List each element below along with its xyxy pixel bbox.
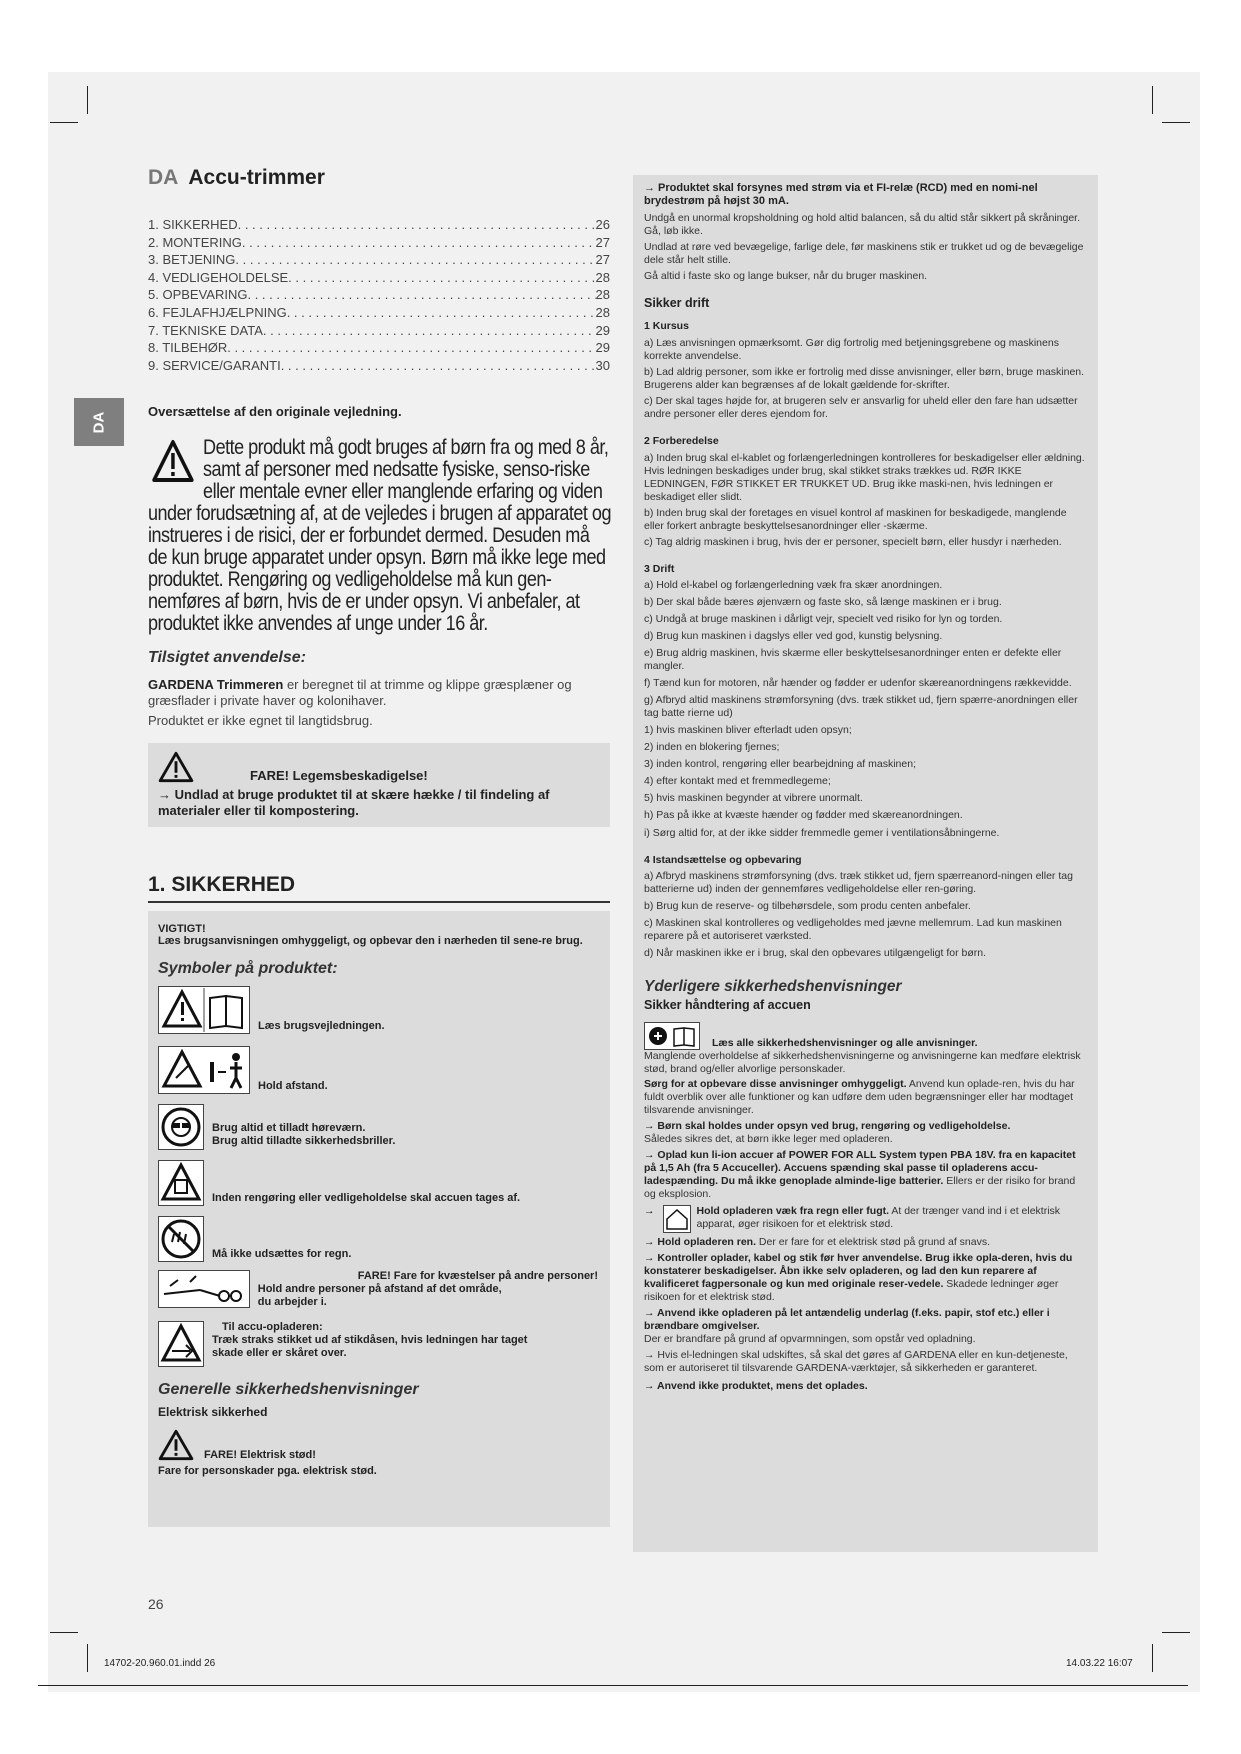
read-manual-icon [158,986,250,1034]
danger-box [148,743,610,827]
symbols-heading: Symboler på produktet: [158,960,338,978]
title-language: DA [148,166,179,189]
right-column: → Produktet skal forsynes med strøm via et FI-relæ (RCD) med en nomi-nel brydestrøm på højst 30 mA. Undgå en unormal kropsholdning og hold altid balancen, så du altid står sikkert på skråninger. Gå, løb ikke. Undlad at røre ved bevægelige, farlige dele, før maskinens stik er trukket ud og de bevægelige dele står helt stille. Gå altid i faste sko og lange bukser, når du bruger maskinen. Sikker drift 1 Kursus a) Læs anvisningen opmærksomt. Gør dig fortrolig med betjeningsgrebene og maskinens korrekte anvendelse. b) Lad aldrig personer, som ikke er fortrolig med disse anvisninger, eller børn, bruge maskinen. Brugerens alder kan begrænses af de lokalt gældende for-skrifter. c) Der skal tages højde for, at brugeren selv er ansvarlig for uheld eller den fare han udsætter andre personer eller deres ejendom for. 2 Forberedelse a) Inden brug skal el-kablet og forlængerledningen kontrolleres for beskadigelser eller ældning. Hvis ledningen beskadiges under brug, skal stikket straks trækkes ud. RØR IKKE LEDNINGEN, FØR STIKKET ER TRUKKET UD. Brug ikke maski-nen, hvis ledningen er beskadiget eller slidt. b) Inden brug skal der foretages en visuel kontrol af maskinen for beskadigede, manglende eller forkert anbragte beskyttelsesanordninger eller -skærme. c) Tag aldrig maskinen i brug, hvis der er personer, specielt børn, eller husdyr i nærheden. 3 Drift a) Hold el-kabel og forlængerledning væk fra skær anordningen. b) Der skal både bæres øjenværn og faste sko, så længe maskinen er i brug. c) Undgå at bruge maskinen i dårligt vejr, specielt ved risiko for lyn og torden. d) Brug kun maskinen i dagslys eller ved god, kunstig belysning. e) Brug aldrig maskinen, hvis skærme eller beskyttelsesanordninger enten er defekte eller mangler. f) Tænd kun for motoren, når hænder og fødder er udenfor skæreanordningens rækkevidde. g) Afbryd altid maskinens strømforsyning (dvs. træk stikket ud, fjern spærre-anordningen eller tag batte rierne ud) 1) hvis maskinen bliver efterladt uden opsyn; 2) inden en blokering fjernes; 3) inden kontrol, rengøring eller bearbejdning af maskinen; 4) efter kontakt med et fremmedlegeme; 5) hvis maskinen begynder at vibrere unormalt. h) Pas på ikke at kvæste hænder og fødder med skæreanordningen. i) Sørg altid for, at der ikke sidder fremmedle gemer i ventilationsåbningerne. 4 Istandsættelse og opbevaring a) Afbryd maskinens strømforsyning (dvs. træk stikket ud, fjern spærreanord-ningen eller tag batterierne ud) inden der gennemføres vedligeholdelse eller ren-gøring. b) Brug kun de reserve- og tilbehørsdele, som produ centen anbefaler. c) Maskinen skal kontrolleres og vedligeholdes med jævne mellemrum. Lad kun maskinen reparere på et autoriseret værksted. d) Når maskinen ikke er i brug, skal den opbevares utilgængeligt for børn. Yderligere sikkerhedshenvisninger Sikker håndtering af accuen Læs alle sikkerhedshenvisninger og alle anvisninger. Manglende overholdelse af sikkerhedshenvisningerne og anvisningerne kan medføre elektrisk stød, brand og/eller alvorlige personskader. Sørg for at opbevare disse anvisninger omhyggeligt. Anvend kun oplade-ren, hvis du har fuldt overblik over alle funktioner og kan udføre dem uden begrænsninger eller har modtaget tilsvarende anvisninger. → Børn skal holdes under opsyn ved brug, rengøring og vedligeholdelse. Således sikres det, at børn ikke leger med opladeren. → Oplad kun li-ion accuer af POWER FOR ALL System typen PBA 18V. fra en kapacitet på 1,5 Ah (fra 5 Accuceller). Accuens spænding skal passe til opladerens accu-ladespænding. Du må ikke genoplade alminde-lige batterier. Ellers er der risiko for brand og eksplosion. → Hold opladeren væk fra regn eller fugt. At der trænger vand ind i et elektrisk apparat, øger risikoen for et elektrisk stød. → Hold opladeren ren. Der er fare for et elektrisk stød på grund af snavs. → Kontroller oplader, kabel og stik før hver anvendelse. Brug ikke opla-deren, hvis du konstaterer beskadigelser. Åbn ikke selv opladeren, og lad den kun reparere af kvalificeret fagpersonale og kun med originale reser-vedele. Skadede ledninger øger risikoen for et elektrisk stød. → Anvend ikke opladeren på let antændelig underlag (f.eks. papir, stof etc.) eller i brændbare omgivelser. Der er brandfare på grund af opvarmningen, som opstår ved opladning. → Hvis el-ledningen skal udskiftes, så skal det gøres af GARDENA eller en kun-detjeneste, som er autoriseret til tilsvarende GARDENA-værktøjer, så sikkerheden er garanteret. → Anvend ikke produktet, mens det oplades. [633,175,1098,1552]
crop-mark [1152,86,1153,114]
toc-item[interactable]: 2. MONTERING . . . 27 [148,234,610,252]
crop-mark [1152,1644,1153,1672]
translation-note: Oversættelse af den originale vejledning. [148,404,402,420]
crop-mark [50,1632,78,1633]
page-title [148,166,610,190]
section-heading-safety: 1. SIKKERHED [148,873,610,903]
toc-item[interactable]: 3. BETJENING . . . 27 [148,251,610,269]
no-rain-icon [158,1216,204,1262]
danger-title: FARE! Legemsbeskadigelse! [250,767,428,783]
danger-text: → Undlad at bruge produktet til at skære hække / til findeling af materialer eller til kompostering. [158,787,550,819]
symbol-row: Brug altid et tilladt høreværn. Brug altid tilladte sikkerhedsbriller. [158,1104,598,1150]
warning-triangle-icon [151,439,194,483]
toc-item[interactable]: 1. SIKKERHED . . . 26 [148,216,610,234]
crop-mark [50,122,78,123]
read-instructions-icon [644,1022,700,1050]
ear-eye-protection-icon [158,1104,204,1150]
toc-item[interactable]: 4. VEDLIGEHOLDELSE . . . 28 [148,269,610,287]
battery-handling-heading: Sikker håndtering af accuen [644,998,811,1012]
remove-battery-icon [158,1160,204,1206]
symbol-row: FARE! Fare for kvæstelser på andre personer! Hold andre personer på afstand af det område, du arbejder i. [158,1270,598,1309]
warning-triangle-icon [158,1429,194,1461]
important-title: VIGTIGT! [158,923,206,936]
keep-dry-icon [663,1205,691,1233]
intended-use-note: Produktet er ikke egnet til langtidsbrug. [148,713,373,729]
symbol-row: Inden rengøring eller vedligeholdelse skal accuen tages af. [158,1160,598,1206]
language-tab: DA [74,398,124,446]
charger-warning-icon [158,1321,204,1367]
footer-file: 14702-20.960.01.indd 26 [104,1658,216,1669]
crop-mark [87,86,88,114]
title-text: Accu-trimmer [188,166,325,189]
toc-item[interactable]: 5. OPBEVARING . . . 28 [148,286,610,304]
crop-mark [87,1644,88,1672]
rcd-warning: → Produktet skal forsynes med strøm via et FI-relæ (RCD) med en nomi-nel brydestrøm på højst 30 mA. [644,182,1038,207]
table-of-contents [148,216,610,374]
symbol-row: Læs brugsvejledningen. [158,986,598,1034]
intended-use-text: GARDENA Trimmeren er beregnet til at trimme og klippe græsplæner og græsflader i private haver og kolonihaver. [148,677,572,709]
safe-operation-heading: Sikker drift [644,296,710,310]
flying-objects-icon [158,1270,250,1308]
symbol-row: Hold afstand. [158,1046,598,1094]
toc-item[interactable]: 6. FEJLAFHJÆLPNING . . . 28 [148,304,610,322]
warning-triangle-icon [158,751,194,783]
page-number: 26 [148,1596,164,1612]
symbol-row: Må ikke udsættes for regn. [158,1216,598,1262]
crop-mark [1162,122,1190,123]
electric-safety-heading: Elektrisk sikkerhed [158,1405,268,1420]
electric-danger-text: Fare for personskader pga. elektrisk stød. [158,1465,377,1478]
important-text: Læs brugsanvisningen omhyggeligt, og opbevar den i nærheden til sene-re brug. [158,935,583,948]
crop-mark [1162,1632,1190,1633]
footer-rule [38,1685,1188,1686]
intended-use-heading: Tilsigtet anvendelse: [148,649,306,667]
child-warning: Dette produkt må godt bruges af børn fra og med 8 år, samt af personer med nedsatte fysiske, senso-riske eller mentale evner eller manglende erfaring og viden under forudsætning af, at de vejledes i brugen af apparatet og instrueres i de risici, der er forbundet dermed. Desuden må de kun bruge apparatet under opsyn. Børn må ikke lege med produktet. Rengøring og vedligeholdelse må kun gen-nemføres af børn, hvis de er under opsyn. Vi anbefaler, at produktet ikke anvendes af unge under 16 år. [148,436,612,636]
general-safety-heading: Generelle sikkerhedshenvisninger [158,1381,419,1399]
symbol-row: Til accu-opladeren: Træk straks stikket ud af stikdåsen, hvis ledningen har taget skade eller er skåret over. [158,1321,598,1367]
left-column [148,166,610,1527]
more-safety-heading: Yderligere sikkerhedshenvisninger [644,978,902,995]
toc-item[interactable]: 9. SERVICE/GARANTI . . . 30 [148,357,610,375]
safety-box [148,911,610,1527]
footer-date: 14.03.22 16:07 [1066,1658,1133,1669]
electric-danger: FARE! Elektrisk stød! [204,1449,316,1462]
toc-item[interactable]: 8. TILBEHØR . . . 29 [148,339,610,357]
toc-item[interactable]: 7. TEKNISKE DATA . . . 29 [148,322,610,340]
keep-distance-icon [158,1046,250,1094]
